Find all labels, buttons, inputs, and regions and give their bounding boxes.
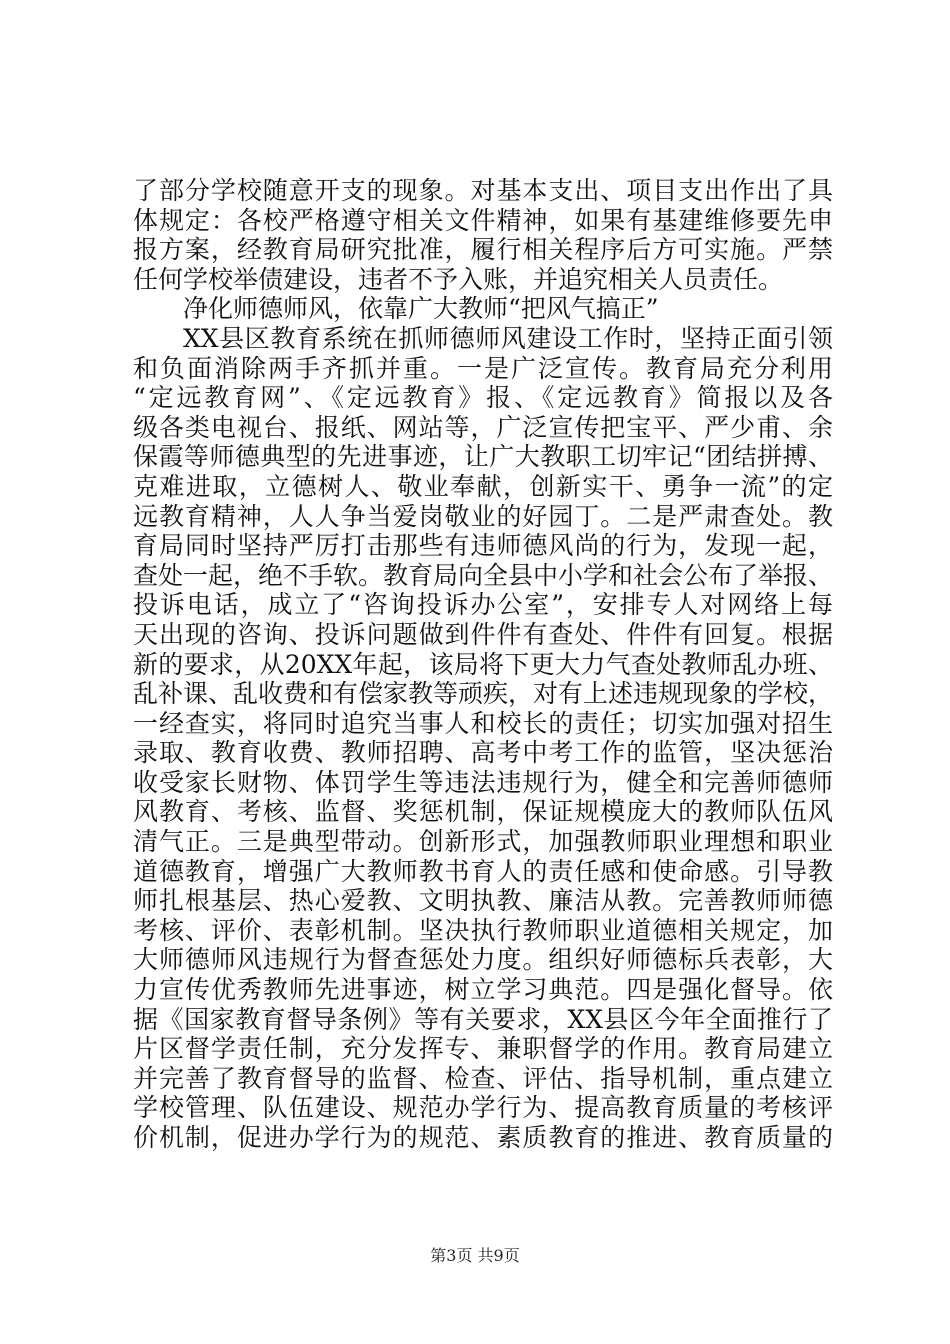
text-line: 并完善了教育督导的监督、检查、评估、指导机制，重点建立 xyxy=(133,1063,833,1093)
text-line: 新的要求，从20XX年起，该局将下更大力气查处教师乱办班、 xyxy=(133,649,833,679)
text-line: 价机制，促进办学行为的规范、素质教育的推进、教育质量的 xyxy=(133,1123,833,1152)
text-line: 录取、教育收费、教师招聘、高考中考工作的监管，坚决惩治 xyxy=(133,738,833,768)
paragraph xyxy=(133,324,833,1153)
text-line: 风教育、考核、监督、奖惩机制，保证规模庞大的教师队伍风 xyxy=(133,797,833,827)
document-body xyxy=(133,176,833,1153)
text-line: 保霞等师德典型的先进事迹，让广大教职工切牢记“团结拼搏、 xyxy=(133,442,833,472)
text-line: 片区督学责任制，充分发挥专、兼职督学的作用。教育局建立 xyxy=(133,1034,833,1064)
text-line: XX县区教育系统在抓师德师风建设工作时，坚持正面引领 xyxy=(183,323,833,353)
text-line: 乱补课、乱收费和有偿家教等顽疾，对有上述违规现象的学校， xyxy=(133,679,834,709)
text-line: 远教育精神，人人争当爱岗敬业的好园丁。二是严肃查处。教 xyxy=(133,501,833,531)
text-line: 天出现的咨询、投诉问题做到件件有查处、件件有回复。根据 xyxy=(133,619,833,649)
page-footer: 第3页 共9页 xyxy=(430,1246,520,1265)
text-line: 考核、评价、表彰机制。坚决执行教师职业道德相关规定，加 xyxy=(133,915,833,945)
text-line: 了部分学校随意开支的现象。对基本支出、项目支出作出了具 xyxy=(133,176,833,205)
text-line: 学校管理、队伍建设、规范办学行为、提高教育质量的考核评 xyxy=(133,1093,833,1123)
text-line: 道德教育，增强广大教师教书育人的责任感和使命感。引导教 xyxy=(133,856,833,886)
text-line: 任何学校举债建设，违者不予入账，并追究相关人员责任。 xyxy=(133,264,784,294)
text-line: 一经查实，将同时追究当事人和校长的责任；切实加强对招生 xyxy=(133,708,833,738)
text-line: 克难进取，立德树人、敬业奉献，创新实干、勇争一流”的定 xyxy=(133,471,833,501)
text-line: 师扎根基层、热心爱教、文明执教、廉洁从教。完善教师师德 xyxy=(133,886,833,916)
text-line: 查处一起，绝不手软。教育局向全县中小学和社会公布了举报、 xyxy=(133,560,834,590)
text-line: 净化师德师风，依靠广大教师“把风气搞正” xyxy=(183,294,659,324)
text-line: 体规定：各校严格遵守相关文件精神，如果有基建维修要先申 xyxy=(133,205,833,235)
text-line: 收受家长财物、体罚学生等违法违规行为，健全和完善师德师 xyxy=(133,767,833,797)
text-line: “定远教育网”、《定远教育》报、《定远教育》简报以及各 xyxy=(133,383,833,413)
text-line: 和负面消除两手齐抓并重。一是广泛宣传。教育局充分利用 xyxy=(133,353,833,383)
text-line: 力宣传优秀教师先进事迹，树立学习典范。四是强化督导。依 xyxy=(133,975,833,1005)
text-line: 清气正。三是典型带动。创新形式，加强教师职业理想和职业 xyxy=(133,827,833,857)
text-line: 级各类电视台、报纸、网站等，广泛宣传把宝平、严少甫、余 xyxy=(133,412,833,442)
text-line: 报方案，经教育局研究批准，履行相关程序后方可实施。严禁 xyxy=(133,235,833,265)
paragraph xyxy=(133,294,833,324)
paragraph xyxy=(133,176,833,294)
text-line: 育局同时坚持严厉打击那些有违师德风尚的行为，发现一起， xyxy=(133,531,833,561)
text-line: 据《国家教育督导条例》等有关要求，XX县区今年全面推行了 xyxy=(133,1004,833,1034)
text-line: 大师德师风违规行为督查惩处力度。组织好师德标兵表彰，大 xyxy=(133,945,833,975)
text-line: 投诉电话，成立了“咨询投诉办公室”，安排专人对网络上每 xyxy=(133,590,833,620)
